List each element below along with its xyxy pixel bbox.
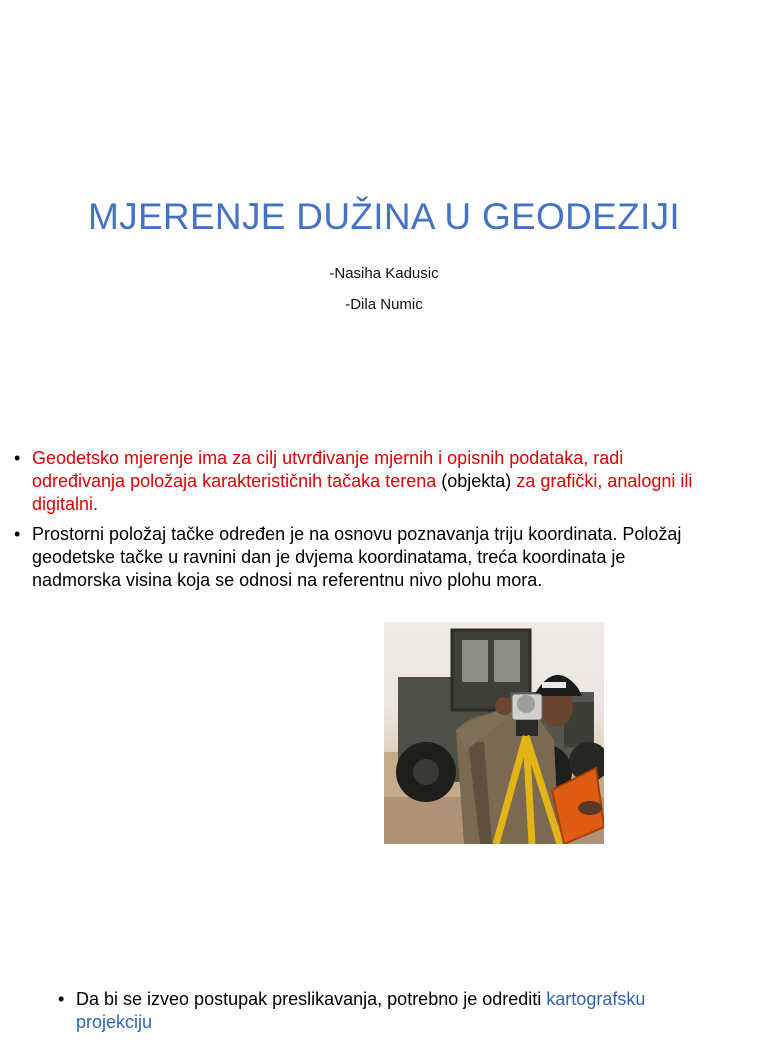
bullet-item-3	[58, 988, 698, 1034]
bullet-marker: •	[14, 524, 21, 544]
bullet-marker: •	[14, 448, 21, 468]
bullet-text: Da bi se izveo postupak preslikavanja, potrebno je odrediti	[76, 989, 542, 1009]
bullet-item-2	[14, 523, 714, 592]
author-1: -Nasiha Kadusic	[329, 265, 439, 282]
bullet-item-1	[14, 447, 714, 516]
author-2: -Dila Numic	[345, 296, 423, 313]
bullet-text: Prostorni položaj tačke određen je na osnovu poznavanja triju koordinata. Položaj geodetske tačke u ravnini dan je dvjema koordinatama, treća koordinata je nadmorska visina koja se odnosi na referentnu nivo plohu mora.	[32, 524, 682, 590]
projection-link[interactable]: kartografsku projekciju	[76, 989, 646, 1032]
bullet-text-red: Geodetsko mjerenje ima za cilj utvrđivanje mjernih i opisnih podataka, radi određivanja položaja karakterističnih tačaka terena	[32, 448, 624, 491]
bullet-marker: •	[58, 989, 65, 1009]
bullet-list-2	[58, 988, 698, 1041]
slide-title: MJERENJE DUŽINA U GEODEZIJI	[88, 196, 680, 237]
surveyor-photo	[384, 622, 604, 844]
bullet-text-black: (objekta)	[441, 471, 512, 491]
bullet-list	[14, 447, 714, 599]
surveyor-illustration	[384, 622, 604, 844]
bullet-text-red-end: za grafički, analogni ili digitalni.	[32, 471, 693, 514]
